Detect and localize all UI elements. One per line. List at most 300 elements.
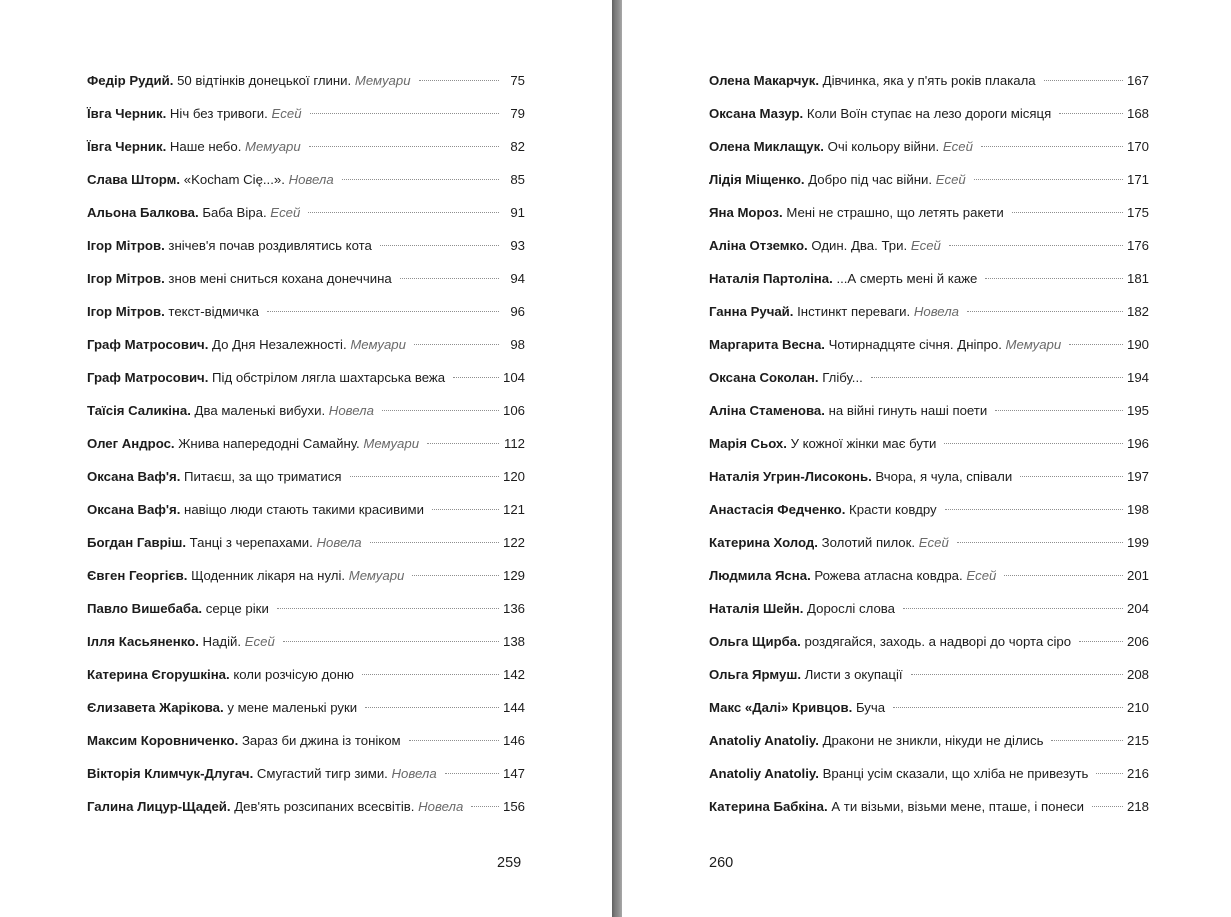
toc-entry — [87, 361, 525, 394]
entry-title: Добро під час війни. — [808, 172, 933, 187]
dot-leader — [871, 377, 1123, 378]
entry-title: Два маленькі вибухи. — [194, 403, 326, 418]
toc-entry-text — [87, 427, 419, 460]
entry-author: Ївга Черник. — [87, 139, 167, 154]
toc-entry — [87, 658, 525, 691]
entry-title: Рожева атласна ковдра. — [814, 568, 963, 583]
toc-entry — [87, 691, 525, 724]
entry-author: Яна Мороз. — [709, 205, 783, 220]
entry-title: у мене маленькі руки — [227, 700, 358, 715]
dot-leader — [267, 311, 499, 312]
entry-title: Дев'ять розсипаних всесвітів. — [234, 799, 415, 814]
entry-title: Один. Два. Три. — [811, 238, 908, 253]
entry-page-number: 147 — [502, 766, 525, 781]
toc-entry — [709, 97, 1149, 130]
toc-entry — [87, 196, 525, 229]
entry-author: Катерина Бабкіна. — [709, 799, 828, 814]
toc-entry — [87, 493, 525, 526]
entry-page-number: 176 — [1126, 238, 1149, 253]
entry-title: Вчора, я чула, співали — [875, 469, 1013, 484]
entry-genre: Есей — [942, 139, 973, 154]
dot-leader — [453, 377, 499, 378]
entry-author: Граф Матросович. — [87, 337, 209, 352]
dot-leader — [380, 245, 499, 246]
entry-title: навіщо люди стають такими красивими — [184, 502, 424, 517]
entry-title: знічев'я почав роздивлятись кота — [168, 238, 372, 253]
entry-title: Жнива напередодні Самайну. — [178, 436, 360, 451]
dot-leader — [903, 608, 1123, 609]
dot-leader — [1059, 113, 1123, 114]
toc-entry-text — [709, 295, 959, 328]
toc-entry — [709, 625, 1149, 658]
entry-genre: Мемуари — [348, 568, 405, 583]
toc-entry — [709, 592, 1149, 625]
dot-leader — [432, 509, 499, 510]
entry-genre: Есей — [918, 535, 949, 550]
entry-page-number: 91 — [510, 205, 525, 220]
entry-author: Anatoliy Anatoliy. — [709, 733, 819, 748]
entry-page-number: 208 — [1126, 667, 1149, 682]
dot-leader — [283, 641, 499, 642]
entry-genre: Есей — [935, 172, 966, 187]
entry-page-number: 94 — [510, 271, 525, 286]
entry-author: Галина Лицур-Щадей. — [87, 799, 231, 814]
entry-title: Надій. — [202, 634, 242, 649]
entry-title: Смугастий тигр зими. — [256, 766, 388, 781]
toc-entry — [87, 229, 525, 262]
toc-entry-text — [709, 691, 885, 724]
book-gutter — [612, 0, 622, 917]
entry-page-number: 195 — [1126, 403, 1149, 418]
toc-entry — [709, 658, 1149, 691]
entry-page-number: 190 — [1126, 337, 1149, 352]
entry-genre: Мемуари — [350, 337, 406, 352]
toc-entry — [87, 625, 525, 658]
entry-page-number: 216 — [1126, 766, 1149, 781]
dot-leader — [1044, 80, 1123, 81]
entry-page-number: 218 — [1126, 799, 1149, 814]
toc-entry — [87, 427, 525, 460]
entry-title: Дівчинка, яка у п'ять років плакала — [822, 73, 1036, 88]
entry-author: Слава Шторм. — [87, 172, 181, 187]
toc-entry — [87, 64, 525, 97]
entry-genre: Есей — [271, 106, 302, 121]
entry-genre: Новела — [288, 172, 334, 187]
entry-genre: Есей — [910, 238, 941, 253]
entry-page-number: 138 — [502, 634, 525, 649]
entry-title: Очі кольору війни. — [827, 139, 940, 154]
dot-leader — [400, 278, 499, 279]
page-number-right: 260 — [709, 855, 734, 871]
entry-author: Оксана Мазур. — [709, 106, 804, 121]
toc-entry-text — [87, 295, 259, 328]
toc-entry-text — [87, 658, 354, 691]
entry-title: Ніч без тривоги. — [169, 106, 268, 121]
toc-entry-text — [87, 361, 445, 394]
toc-entry-text — [87, 196, 300, 229]
entry-title: «Kocham Cię...». — [183, 172, 285, 187]
entry-author: Наталія Угрин-Лисоконь. — [709, 469, 872, 484]
entry-title: До Дня Незалежності. — [212, 337, 347, 352]
toc-entry — [87, 394, 525, 427]
entry-page-number: 146 — [502, 733, 525, 748]
entry-page-number: 215 — [1126, 733, 1149, 748]
toc-entry — [87, 724, 525, 757]
dot-leader — [309, 146, 499, 147]
toc-entry-text — [87, 64, 411, 97]
right-page — [622, 0, 1231, 917]
dot-leader — [1092, 806, 1123, 807]
toc-entry-text — [87, 559, 404, 592]
toc-entry — [87, 262, 525, 295]
toc-entry — [87, 295, 525, 328]
toc-entry-text — [87, 493, 424, 526]
entry-title: Питаєш, за що триматися — [184, 469, 342, 484]
toc-entry — [87, 460, 525, 493]
toc-entry — [709, 394, 1149, 427]
dot-leader — [471, 806, 499, 807]
toc-entry-text — [709, 130, 973, 163]
entry-title: знов мені сниться кохана донеччина — [168, 271, 392, 286]
entry-genre: Мемуари — [245, 139, 301, 154]
dot-leader — [445, 773, 499, 774]
entry-author: Анастасія Федченко. — [709, 502, 846, 517]
toc-entry-text — [87, 526, 362, 559]
entry-author: Наталія Партоліна. — [709, 271, 833, 286]
toc-entry-text — [87, 163, 334, 196]
dot-leader — [985, 278, 1123, 279]
entry-author: Anatoliy Anatoliy. — [709, 766, 819, 781]
entry-author: Вікторія Климчук-Длугач. — [87, 766, 254, 781]
dot-leader — [1079, 641, 1123, 642]
entry-page-number: 167 — [1126, 73, 1149, 88]
toc-entry-text — [709, 328, 1061, 361]
toc-entry-text — [709, 724, 1043, 757]
toc-entry-text — [709, 790, 1084, 823]
entry-title: Наше небо. — [169, 139, 242, 154]
dot-leader — [419, 80, 499, 81]
entry-page-number: 170 — [1126, 139, 1149, 154]
dot-leader — [945, 509, 1123, 510]
entry-title: на війні гинуть наші поети — [828, 403, 988, 418]
entry-genre: Новела — [316, 535, 362, 550]
entry-author: Наталія Шейн. — [709, 601, 804, 616]
dot-leader — [893, 707, 1123, 708]
toc-entry-text — [709, 229, 941, 262]
toc-entry-text — [709, 361, 863, 394]
toc-entry-text — [709, 427, 936, 460]
toc-entry-text — [87, 130, 301, 163]
entry-author: Оксана Соколан. — [709, 370, 819, 385]
toc-entry-text — [709, 460, 1012, 493]
entry-page-number: 199 — [1126, 535, 1149, 550]
toc-entry-text — [87, 229, 372, 262]
entry-author: Ганна Ручай. — [709, 304, 794, 319]
toc-entry-text — [709, 97, 1051, 130]
dot-leader — [1051, 740, 1123, 741]
toc-entry — [709, 328, 1149, 361]
dot-leader — [944, 443, 1123, 444]
entry-author: Маргарита Весна. — [709, 337, 825, 352]
toc-entry-text — [87, 262, 392, 295]
toc-entry — [87, 97, 525, 130]
entry-page-number: 156 — [502, 799, 525, 814]
toc-entry — [709, 757, 1149, 790]
toc-entry — [709, 295, 1149, 328]
toc-entry-text — [87, 97, 302, 130]
entry-title: текст-відмичка — [168, 304, 259, 319]
entry-author: Людмила Ясна. — [709, 568, 811, 583]
toc-entry-text — [87, 691, 357, 724]
entry-author: Євген Георгієв. — [87, 568, 188, 583]
entry-page-number: 98 — [510, 337, 525, 352]
entry-page-number: 120 — [502, 469, 525, 484]
entry-title: Танці з черепахами. — [189, 535, 313, 550]
entry-page-number: 182 — [1126, 304, 1149, 319]
entry-page-number: 112 — [503, 436, 525, 451]
entry-title: Листи з окупації — [804, 667, 903, 682]
entry-title: Баба Віра. — [202, 205, 267, 220]
dot-leader — [974, 179, 1123, 180]
entry-title: Зараз би джина із тоніком — [241, 733, 401, 748]
entry-author: Ольга Щирба. — [709, 634, 801, 649]
entry-title: А ти візьми, візьми мене, пташе, і понеси — [831, 799, 1085, 814]
toc-entry-text — [709, 625, 1071, 658]
toc-entry — [709, 460, 1149, 493]
entry-page-number: 206 — [1126, 634, 1149, 649]
dot-leader — [382, 410, 499, 411]
toc-entry-text — [709, 493, 937, 526]
toc-entry — [709, 427, 1149, 460]
entry-page-number: 168 — [1126, 106, 1149, 121]
entry-author: Олена Миклащук. — [709, 139, 824, 154]
entry-author: Олена Макарчук. — [709, 73, 819, 88]
entry-title: роздягайся, заходь. а надворі до чорта сіро — [804, 634, 1072, 649]
entry-title: Глібу... — [822, 370, 863, 385]
entry-page-number: 196 — [1126, 436, 1149, 451]
entry-genre: Мемуари — [354, 73, 411, 88]
entry-title: ...А смерть мені й каже — [836, 271, 978, 286]
entry-title: Дорослі слова — [807, 601, 895, 616]
entry-author: Ївга Черник. — [87, 106, 167, 121]
entry-author: Ігор Мітров. — [87, 238, 165, 253]
toc-entry — [709, 196, 1149, 229]
entry-page-number: 82 — [510, 139, 525, 154]
dot-leader — [1020, 476, 1123, 477]
entry-author: Ольга Ярмуш. — [709, 667, 801, 682]
entry-genre: Мемуари — [1005, 337, 1062, 352]
toc-entry-text — [709, 394, 987, 427]
dot-leader — [412, 575, 499, 576]
entry-title: Чотирнадцяте січня. Дніпро. — [828, 337, 1002, 352]
entry-author: Катерина Єгорушкіна. — [87, 667, 230, 682]
entry-author: Ігор Мітров. — [87, 304, 165, 319]
toc-entry — [87, 130, 525, 163]
entry-title: Інстинкт переваги. — [797, 304, 911, 319]
dot-leader — [995, 410, 1123, 411]
entry-page-number: 93 — [510, 238, 525, 253]
toc-entry-text — [87, 328, 406, 361]
entry-page-number: 136 — [502, 601, 525, 616]
entry-page-number: 85 — [510, 172, 525, 187]
dot-leader — [1012, 212, 1123, 213]
entry-page-number: 79 — [510, 106, 525, 121]
toc-entry-text — [709, 262, 977, 295]
toc-entry — [709, 559, 1149, 592]
dot-leader — [949, 245, 1123, 246]
entry-genre: Есей — [270, 205, 301, 220]
dot-leader — [1069, 344, 1123, 345]
toc-entry-text — [87, 394, 374, 427]
entry-page-number: 201 — [1126, 568, 1149, 583]
toc-entry-text — [87, 790, 463, 823]
entry-title: серце ріки — [205, 601, 269, 616]
entry-page-number: 197 — [1126, 469, 1149, 484]
toc-entry-text — [709, 64, 1036, 97]
dot-leader — [409, 740, 499, 741]
dot-leader — [957, 542, 1123, 543]
entry-page-number: 75 — [510, 73, 525, 88]
dot-leader — [1096, 773, 1123, 774]
entry-page-number: 106 — [502, 403, 525, 418]
entry-author: Лідія Міщенко. — [709, 172, 805, 187]
entry-author: Оксана Ваф'я. — [87, 502, 181, 517]
entry-author: Таїсія Саликіна. — [87, 403, 191, 418]
entry-author: Максим Коровниченко. — [87, 733, 239, 748]
toc-entry — [87, 526, 525, 559]
entry-title: Коли Воїн ступає на лезо дороги місяця — [806, 106, 1052, 121]
entry-author: Аліна Отземко. — [709, 238, 808, 253]
entry-page-number: 175 — [1126, 205, 1149, 220]
entry-genre: Новела — [328, 403, 374, 418]
toc-entry — [709, 64, 1149, 97]
entry-genre: Новела — [391, 766, 437, 781]
entry-author: Альона Балкова. — [87, 205, 199, 220]
entry-title: Дракони не зникли, нікуди не ділись — [822, 733, 1044, 748]
entry-page-number: 104 — [502, 370, 525, 385]
entry-page-number: 121 — [502, 502, 525, 517]
entry-page-number: 204 — [1126, 601, 1149, 616]
toc-entry-text — [87, 460, 342, 493]
dot-leader — [1004, 575, 1123, 576]
entry-author: Оксана Ваф'я. — [87, 469, 181, 484]
toc-entry — [87, 592, 525, 625]
entry-page-number: 142 — [502, 667, 525, 682]
dot-leader — [414, 344, 499, 345]
dot-leader — [310, 113, 499, 114]
toc-entry-text — [87, 625, 275, 658]
dot-leader — [967, 311, 1123, 312]
toc-entry — [87, 757, 525, 790]
entry-author: Макс «Далі» Кривцов. — [709, 700, 853, 715]
toc-entry-text — [709, 757, 1088, 790]
entry-genre: Новела — [418, 799, 464, 814]
toc-entry — [709, 130, 1149, 163]
toc-entry — [87, 559, 525, 592]
toc-entry — [709, 724, 1149, 757]
entry-page-number: 129 — [502, 568, 525, 583]
left-page — [0, 0, 612, 917]
entry-title: 50 відтінків донецької глини. — [177, 73, 352, 88]
toc-entry-text — [709, 658, 903, 691]
dot-leader — [277, 608, 499, 609]
toc-entry-text — [87, 592, 269, 625]
dot-leader — [362, 674, 499, 675]
entry-page-number: 144 — [502, 700, 525, 715]
toc-entry-text — [709, 559, 996, 592]
toc-entry — [87, 328, 525, 361]
dot-leader — [350, 476, 499, 477]
toc-entry-text — [709, 196, 1004, 229]
toc-entry — [709, 493, 1149, 526]
entry-author: Аліна Стаменова. — [709, 403, 825, 418]
dot-leader — [427, 443, 499, 444]
entry-title: коли розчісую доню — [233, 667, 354, 682]
entry-title: Красти ковдру — [849, 502, 937, 517]
toc-entry-text — [87, 724, 401, 757]
entry-author: Олег Андрос. — [87, 436, 175, 451]
entry-title: Під обстрілом лягла шахтарська вежа — [212, 370, 446, 385]
toc-entry — [709, 691, 1149, 724]
dot-leader — [981, 146, 1123, 147]
toc-entry — [709, 790, 1149, 823]
entry-genre: Есей — [244, 634, 275, 649]
toc-entry — [709, 361, 1149, 394]
entry-page-number: 96 — [510, 304, 525, 319]
toc-list-left — [87, 64, 525, 823]
toc-entry — [87, 163, 525, 196]
toc-entry-text — [709, 163, 966, 196]
toc-entry-text — [709, 592, 895, 625]
toc-entry — [709, 526, 1149, 559]
entry-title: Золотий пилок. — [821, 535, 916, 550]
dot-leader — [911, 674, 1123, 675]
entry-author: Граф Матросович. — [87, 370, 209, 385]
entry-page-number: 198 — [1126, 502, 1149, 517]
entry-genre: Есей — [966, 568, 997, 583]
entry-page-number: 122 — [502, 535, 525, 550]
entry-author: Павло Вишебаба. — [87, 601, 203, 616]
entry-author: Ілля Касьяненко. — [87, 634, 199, 649]
entry-author: Єлизавета Жарікова. — [87, 700, 224, 715]
dot-leader — [342, 179, 499, 180]
toc-entry-text — [709, 526, 949, 559]
page-number-left: 259 — [497, 855, 522, 871]
entry-genre: Новела — [913, 304, 959, 319]
entry-author: Ігор Мітров. — [87, 271, 165, 286]
entry-title: Щоденник лікаря на нулі. — [191, 568, 346, 583]
entry-title: Буча — [855, 700, 886, 715]
entry-author: Марія Сьох. — [709, 436, 787, 451]
toc-entry — [709, 229, 1149, 262]
toc-entry — [87, 790, 525, 823]
entry-title: У кожної жінки має бути — [790, 436, 937, 451]
entry-page-number: 194 — [1126, 370, 1149, 385]
entry-title: Мені не страшно, що летять ракети — [786, 205, 1004, 220]
entry-author: Катерина Холод. — [709, 535, 818, 550]
entry-genre: Мемуари — [363, 436, 420, 451]
toc-entry — [709, 163, 1149, 196]
toc-entry — [709, 262, 1149, 295]
dot-leader — [308, 212, 499, 213]
entry-author: Федір Рудий. — [87, 73, 174, 88]
toc-list-right — [709, 64, 1149, 823]
dot-leader — [370, 542, 499, 543]
toc-entry-text — [87, 757, 437, 790]
entry-author: Богдан Гавріш. — [87, 535, 186, 550]
dot-leader — [365, 707, 499, 708]
entry-page-number: 210 — [1126, 700, 1149, 715]
